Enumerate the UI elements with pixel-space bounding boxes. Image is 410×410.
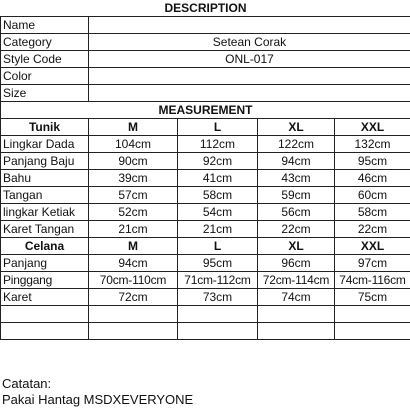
celana-header-xxl: XXL — [335, 238, 410, 255]
empty-row — [1, 323, 410, 340]
tunik-header-l: L — [178, 119, 258, 136]
cell-xl: 74cm — [258, 289, 335, 306]
empty-cell — [89, 323, 178, 340]
empty-cell — [178, 323, 258, 340]
desc-label-size: Size — [1, 85, 89, 102]
cell-m: 21cm — [89, 221, 178, 238]
cell-l: 58cm — [178, 187, 258, 204]
cell-xxl: 60cm — [335, 187, 410, 204]
cell-m: 39cm — [89, 170, 178, 187]
table-row — [1, 255, 410, 272]
empty-row — [1, 306, 410, 323]
row-label: Panjang — [1, 255, 89, 272]
row-label: lingkar Ketiak — [1, 204, 89, 221]
tunik-header-m: M — [89, 119, 178, 136]
cell-l: 54cm — [178, 204, 258, 221]
empty-cell — [335, 323, 410, 340]
row-label: Panjang Baju — [1, 153, 89, 170]
row-label: Bahu — [1, 170, 89, 187]
cell-m: 90cm — [89, 153, 178, 170]
row-label: Lingkar Dada — [1, 136, 89, 153]
cell-xl: 22cm — [258, 221, 335, 238]
tunik-header-xxl: XXL — [335, 119, 410, 136]
cell-m: 57cm — [89, 187, 178, 204]
table-row — [1, 204, 410, 221]
cell-xxl: 46cm — [335, 170, 410, 187]
cell-m: 52cm — [89, 204, 178, 221]
row-label: Karet Tangan — [1, 221, 89, 238]
desc-value-size — [89, 85, 410, 102]
cell-l: 71cm-112cm — [178, 272, 258, 289]
desc-value-category: Setean Corak — [89, 34, 410, 51]
cell-xl: 72cm-114cm — [258, 272, 335, 289]
empty-cell — [178, 306, 258, 323]
celana-header-m: M — [89, 238, 178, 255]
desc-label-category: Category — [1, 34, 89, 51]
cell-l: 95cm — [178, 255, 258, 272]
desc-value-style-code: ONL-017 — [89, 51, 410, 68]
row-label: Karet — [1, 289, 89, 306]
desc-label-color: Color — [1, 68, 89, 85]
empty-cell — [258, 323, 335, 340]
cell-l: 21cm — [178, 221, 258, 238]
table-row — [1, 221, 410, 238]
cell-xl: 59cm — [258, 187, 335, 204]
celana-header-l: L — [178, 238, 258, 255]
cell-xxl: 75cm — [335, 289, 410, 306]
empty-cell — [1, 306, 89, 323]
desc-label-style-code: Style Code — [1, 51, 89, 68]
cell-xxl: 95cm — [335, 153, 410, 170]
table-row — [1, 136, 410, 153]
table-row — [1, 289, 410, 306]
tunik-header-label: Tunik — [1, 119, 89, 136]
empty-cell — [335, 306, 410, 323]
row-label: Tangan — [1, 187, 89, 204]
cell-l: 112cm — [178, 136, 258, 153]
cell-m: 94cm — [89, 255, 178, 272]
desc-label-name: Name — [1, 17, 89, 34]
table-row — [1, 272, 410, 289]
measurement-heading: MEASUREMENT — [1, 102, 410, 119]
cell-l: 73cm — [178, 289, 258, 306]
cell-xxl: 22cm — [335, 221, 410, 238]
table-row — [1, 153, 410, 170]
cell-m: 104cm — [89, 136, 178, 153]
cell-xl: 96cm — [258, 255, 335, 272]
empty-cell — [89, 306, 178, 323]
cell-xl: 122cm — [258, 136, 335, 153]
cell-m: 72cm — [89, 289, 178, 306]
tunik-header-xl: XL — [258, 119, 335, 136]
cell-xxl: 132cm — [335, 136, 410, 153]
notes-section — [2, 376, 193, 408]
cell-m: 70cm-110cm — [89, 272, 178, 289]
cell-xxl: 58cm — [335, 204, 410, 221]
notes-line: Pakai Hantag MSDXEVERYONE — [2, 392, 194, 407]
empty-cell — [258, 306, 335, 323]
desc-value-color — [89, 68, 410, 85]
cell-l: 92cm — [178, 153, 258, 170]
celana-header-xl: XL — [258, 238, 335, 255]
description-heading: DESCRIPTION — [1, 0, 410, 17]
empty-cell — [1, 323, 89, 340]
cell-xxl: 97cm — [335, 255, 410, 272]
desc-value-name — [89, 17, 410, 34]
cell-xl: 56cm — [258, 204, 335, 221]
table-row — [1, 187, 410, 204]
row-label: Pinggang — [1, 272, 89, 289]
cell-xxl: 74cm-116cm — [335, 272, 410, 289]
table-row — [1, 170, 410, 187]
notes-title: Catatan: — [2, 376, 52, 391]
cell-xl: 94cm — [258, 153, 335, 170]
cell-l: 41cm — [178, 170, 258, 187]
cell-xl: 43cm — [258, 170, 335, 187]
celana-header-label: Celana — [1, 238, 89, 255]
